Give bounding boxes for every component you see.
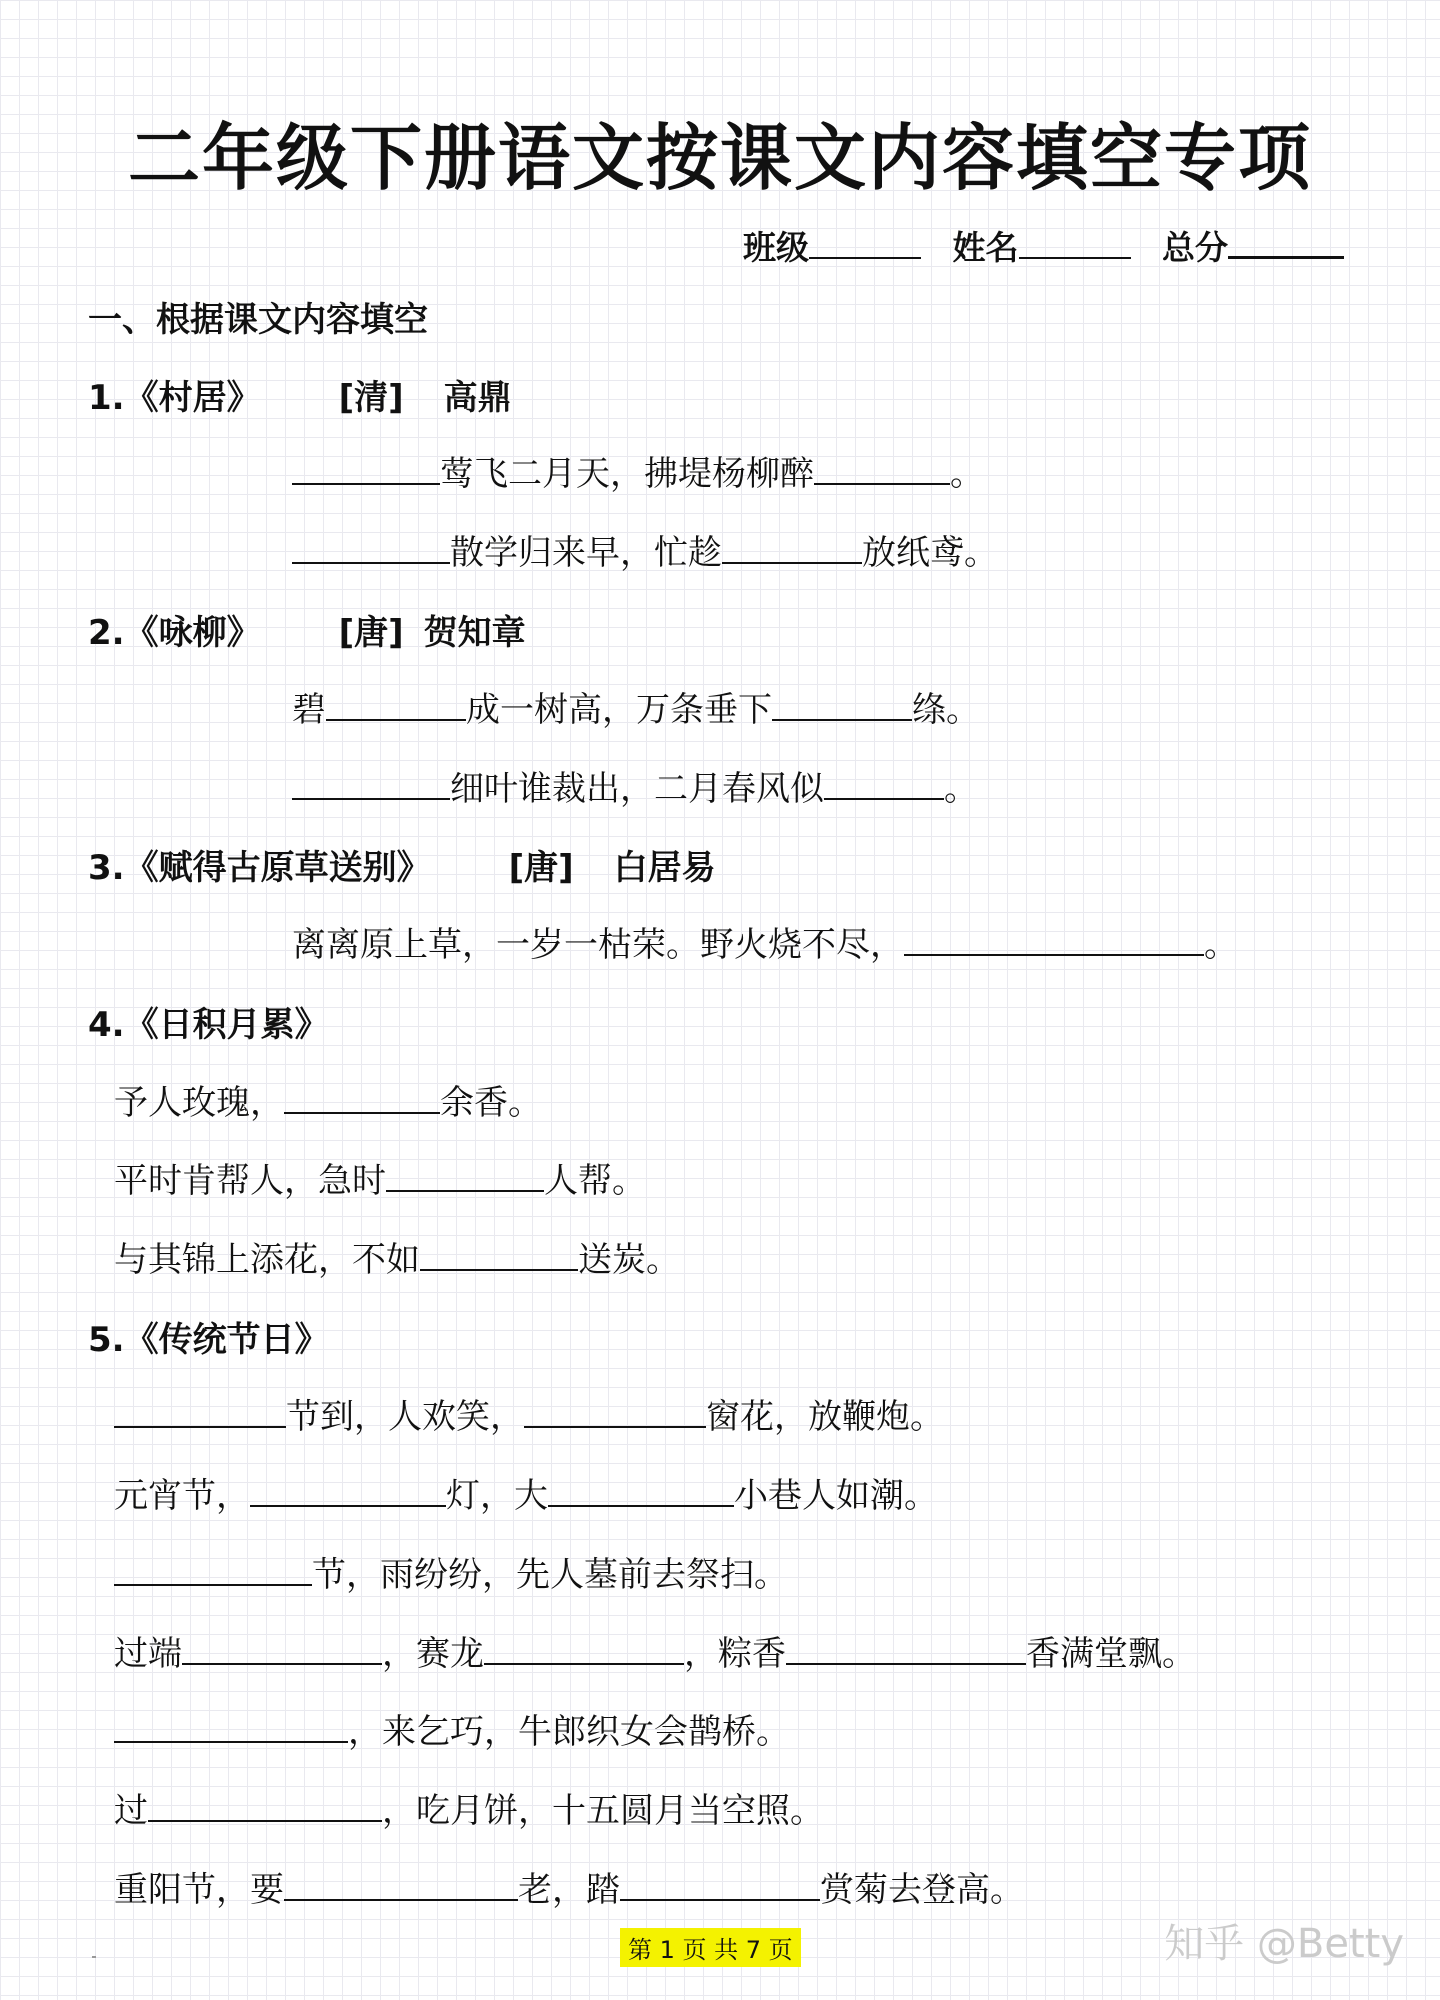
verse-text: ，粽香 (684, 1634, 786, 1674)
verse-text: 过 (114, 1791, 148, 1831)
q5-line-7 (114, 1862, 1024, 1911)
verse-text: 香满堂飘。 (1026, 1634, 1196, 1674)
poem-text: 放纸鸢。 (862, 533, 998, 573)
answer-blank[interactable] (284, 1863, 518, 1901)
answer-blank[interactable] (292, 526, 450, 564)
q4-heading (88, 997, 329, 1046)
answer-blank[interactable] (484, 1627, 684, 1665)
verse-text: ，吃月饼，十五圆月当空照。 (382, 1791, 824, 1831)
answer-blank[interactable] (292, 762, 450, 800)
verse-text: 节到，人欢笑， (286, 1397, 524, 1437)
q4-title: 4.《日积月累》 (88, 1005, 329, 1045)
answer-blank[interactable] (824, 762, 944, 800)
q5-line-5 (114, 1704, 790, 1753)
q1-line-1 (292, 446, 984, 495)
q2-title: 2.《咏柳》 (88, 613, 261, 653)
answer-blank[interactable] (292, 447, 440, 485)
poem-text: 绦。 (912, 690, 980, 730)
verse-text: 老，踏 (518, 1870, 620, 1910)
proverb-text: 余香。 (440, 1083, 542, 1123)
answer-blank[interactable] (250, 1469, 446, 1507)
q3-title: 3.《赋得古原草送别》 (88, 848, 431, 888)
section-heading: 一、根据课文内容填空 (88, 300, 428, 340)
verse-text: 窗花，放鞭炮。 (706, 1397, 944, 1437)
q3-line-1 (292, 917, 1238, 966)
page-number: 第 1 页 共 7 页 (620, 1928, 801, 1967)
poem-text: 。 (1204, 925, 1238, 965)
score-blank[interactable] (1228, 226, 1344, 259)
q2-dynasty: [唐] (338, 613, 404, 653)
q5-line-3 (114, 1547, 788, 1596)
q3-heading (88, 840, 716, 889)
answer-blank[interactable] (182, 1627, 382, 1665)
class-blank[interactable] (809, 227, 921, 259)
q3-author: 白居易 (613, 848, 716, 888)
answer-blank[interactable] (284, 1076, 440, 1114)
proverb-text: 平时肯帮人，急时 (114, 1161, 386, 1201)
student-info (743, 222, 1344, 269)
answer-blank[interactable] (114, 1390, 286, 1428)
q4-line-3 (114, 1232, 680, 1281)
poem-text: 细叶谁裁出，二月春风似 (450, 769, 824, 809)
watermark: 知乎 @Betty (1164, 1921, 1404, 1967)
answer-blank[interactable] (326, 683, 466, 721)
verse-text: 小巷人如潮。 (734, 1476, 938, 1516)
q5-line-4 (114, 1626, 1196, 1675)
answer-blank[interactable] (786, 1627, 1026, 1665)
poem-text: 成一树高，万条垂下 (466, 690, 772, 730)
name-blank[interactable] (1019, 227, 1131, 259)
poem-text: 离离原上草，一岁一枯荣。野火烧不尽， (292, 925, 904, 965)
proverb-text: 予人玫瑰， (114, 1083, 284, 1123)
q4-line-1 (114, 1075, 542, 1124)
answer-blank[interactable] (722, 526, 862, 564)
verse-text: ，来乞巧，牛郎织女会鹊桥。 (348, 1712, 790, 1752)
q1-author: 高鼎 (443, 378, 512, 418)
poem-text: 碧 (292, 690, 326, 730)
q1-heading (88, 370, 512, 419)
answer-blank[interactable] (114, 1548, 312, 1586)
answer-blank[interactable] (772, 683, 912, 721)
answer-blank[interactable] (548, 1469, 734, 1507)
q3-dynasty: [唐] (508, 848, 574, 888)
proverb-text: 与其锦上添花，不如 (114, 1240, 420, 1280)
answer-blank[interactable] (114, 1705, 348, 1743)
q5-title: 5.《传统节日》 (88, 1320, 329, 1360)
class-label: 班级 (743, 228, 809, 267)
verse-text: 灯，大 (446, 1476, 548, 1516)
verse-text: 重阳节，要 (114, 1870, 284, 1910)
answer-blank[interactable] (148, 1784, 382, 1822)
q1-dynasty: [清] (338, 378, 404, 418)
score-label: 总分 (1162, 228, 1228, 267)
q5-line-6 (114, 1783, 824, 1832)
verse-text: 元宵节， (114, 1476, 250, 1516)
answer-blank[interactable] (420, 1233, 578, 1271)
poem-text: 莺飞二月天，拂堤杨柳醉 (440, 454, 814, 494)
page-mark (92, 1956, 96, 1958)
verse-text: 节，雨纷纷，先人墓前去祭扫。 (312, 1555, 788, 1595)
answer-blank[interactable] (386, 1154, 544, 1192)
q2-line-2 (292, 761, 978, 810)
q5-heading (88, 1312, 329, 1361)
verse-text: ，赛龙 (382, 1634, 484, 1674)
verse-text: 过端 (114, 1634, 182, 1674)
answer-blank[interactable] (904, 918, 1204, 956)
q2-heading (88, 605, 526, 654)
answer-blank[interactable] (620, 1863, 820, 1901)
answer-blank[interactable] (524, 1390, 706, 1428)
q1-title: 1.《村居》 (88, 378, 261, 418)
answer-blank[interactable] (814, 447, 950, 485)
q4-line-2 (114, 1153, 646, 1202)
poem-text: 。 (944, 769, 978, 809)
q2-author: 贺知章 (423, 613, 526, 653)
page-title: 二年级下册语文按课文内容填空专项 (127, 116, 1312, 200)
q5-line-1 (114, 1389, 944, 1438)
poem-text: 。 (950, 454, 984, 494)
name-label: 姓名 (952, 228, 1019, 267)
q2-line-1 (292, 682, 980, 731)
q1-line-2 (292, 525, 998, 574)
q5-line-2 (114, 1468, 938, 1517)
proverb-text: 人帮。 (544, 1161, 646, 1201)
poem-text: 散学归来早，忙趁 (450, 533, 722, 573)
proverb-text: 送炭。 (578, 1240, 680, 1280)
verse-text: 赏菊去登高。 (820, 1870, 1024, 1910)
